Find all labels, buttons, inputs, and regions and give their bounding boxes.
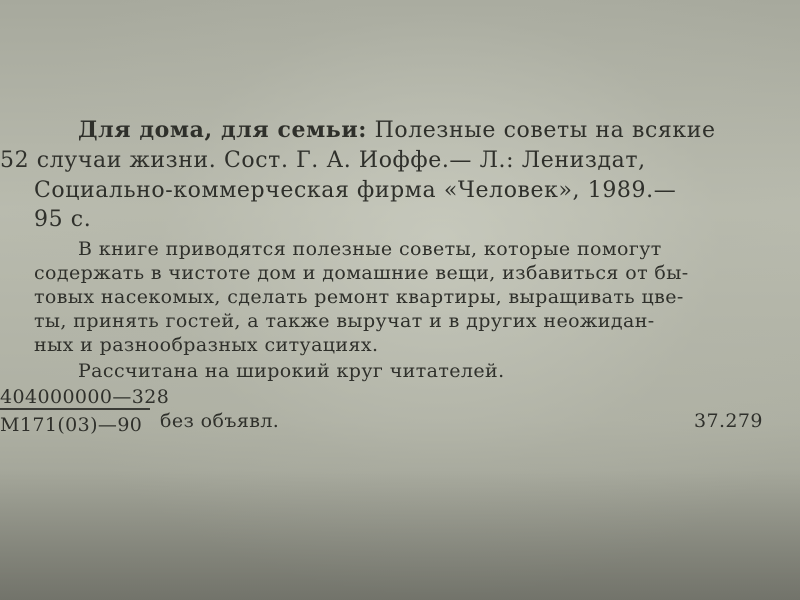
price-note: без объявл. (160, 410, 280, 432)
code-fraction-rule (0, 408, 150, 410)
annotation-line: товых насекомых, сделать ремонт квартиры, выращивать цве- (34, 286, 684, 308)
record-line-1 (78, 117, 716, 144)
record-line-3: Социально-коммерческая фирма «Человек», 1989.— (34, 178, 677, 203)
record-text: случаи жизни. Сост. Г. А. Иоффе.— Л.: Лениздат, (36, 148, 646, 173)
record-line-4: 95 с. (34, 207, 92, 232)
annotation-line: ты, принять гостей, а также выручат и в других неожидан- (34, 310, 655, 332)
classification-index: 37.279 (694, 410, 763, 432)
annotation-line: ных и разнообразных ситуациях. (34, 334, 379, 356)
annotation-line: содержать в чистоте дом и домашние вещи, избавиться от бы- (34, 262, 689, 284)
code-denominator: М171(03)—90 (0, 414, 143, 436)
index-prefix: 52 (0, 148, 30, 173)
record-title-rest: Полезные советы на всякие (374, 118, 716, 143)
page-shadow (0, 470, 800, 600)
audience-note: Рассчитана на широкий круг читателей. (78, 360, 505, 382)
annotation-line: В книге приводятся полезные советы, которые помогут (78, 238, 662, 260)
record-title-bold: Для дома, для семьи: (78, 117, 367, 143)
code-numerator: 404000000—328 (0, 386, 170, 408)
record-line-2 (0, 148, 646, 174)
